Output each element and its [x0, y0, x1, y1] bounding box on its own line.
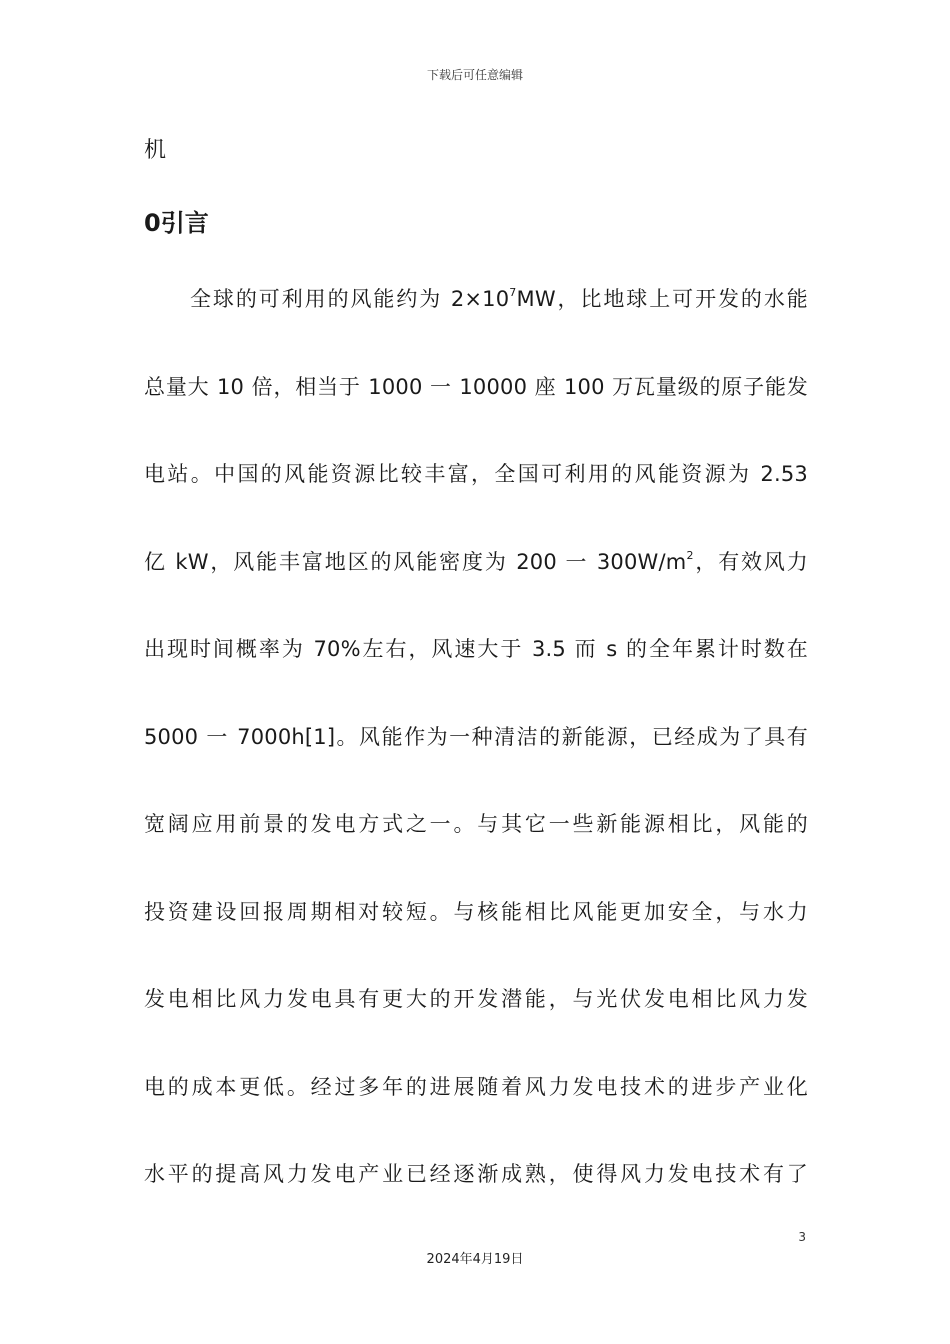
paragraph-line: 电站。中国的风能资源比较丰富，全国可利用的风能资源为 2.53	[144, 462, 808, 486]
paragraph-line: 亿 kW，风能丰富地区的风能密度为 200 一 $300W/m^2$，有效风力	[144, 548, 808, 574]
text-fragment: 机	[144, 138, 167, 163]
paragraph-line: 投资建设回报周期相对较短。与核能相比风能更加安全，与水力	[144, 899, 808, 924]
paragraph-line: 水平的提高风力发电产业已经逐渐成熟，使得风力发电技术有了	[144, 1162, 808, 1186]
paragraph-line: 5000 一 7000h[1]。风能作为一种清洁的新能源，已经成为了具有	[144, 724, 808, 749]
page-header: 下载后可任意编辑	[426, 68, 523, 82]
footer-date: 2024年4月19日	[426, 1252, 524, 1267]
paragraph-line: 电的成本更低。经过多年的进展随着风力发电技术的进步产业化	[144, 1074, 808, 1099]
page-number: 3	[798, 1230, 806, 1244]
paragraph-line: 总量大 10 倍，相当于 1000 一 10000 座 100 万瓦量级的原子能发	[144, 374, 808, 399]
paragraph-line: 出现时间概率为 70%左右，风速大于 3.5 而 s 的全年累计时数在	[144, 637, 808, 661]
section-heading: 0引言	[144, 209, 209, 237]
paragraph-line: 宽阔应用前景的发电方式之一。与其它一些新能源相比，风能的	[144, 812, 808, 836]
paragraph-line: 全球的可利用的风能约为 $2\times 10^7MW$，比地球上可开发的水能	[190, 286, 808, 311]
body-paragraph	[144, 284, 808, 1247]
paragraph-line: 发电相比风力发电具有更大的开发潜能，与光伏发电相比风力发	[144, 987, 808, 1011]
